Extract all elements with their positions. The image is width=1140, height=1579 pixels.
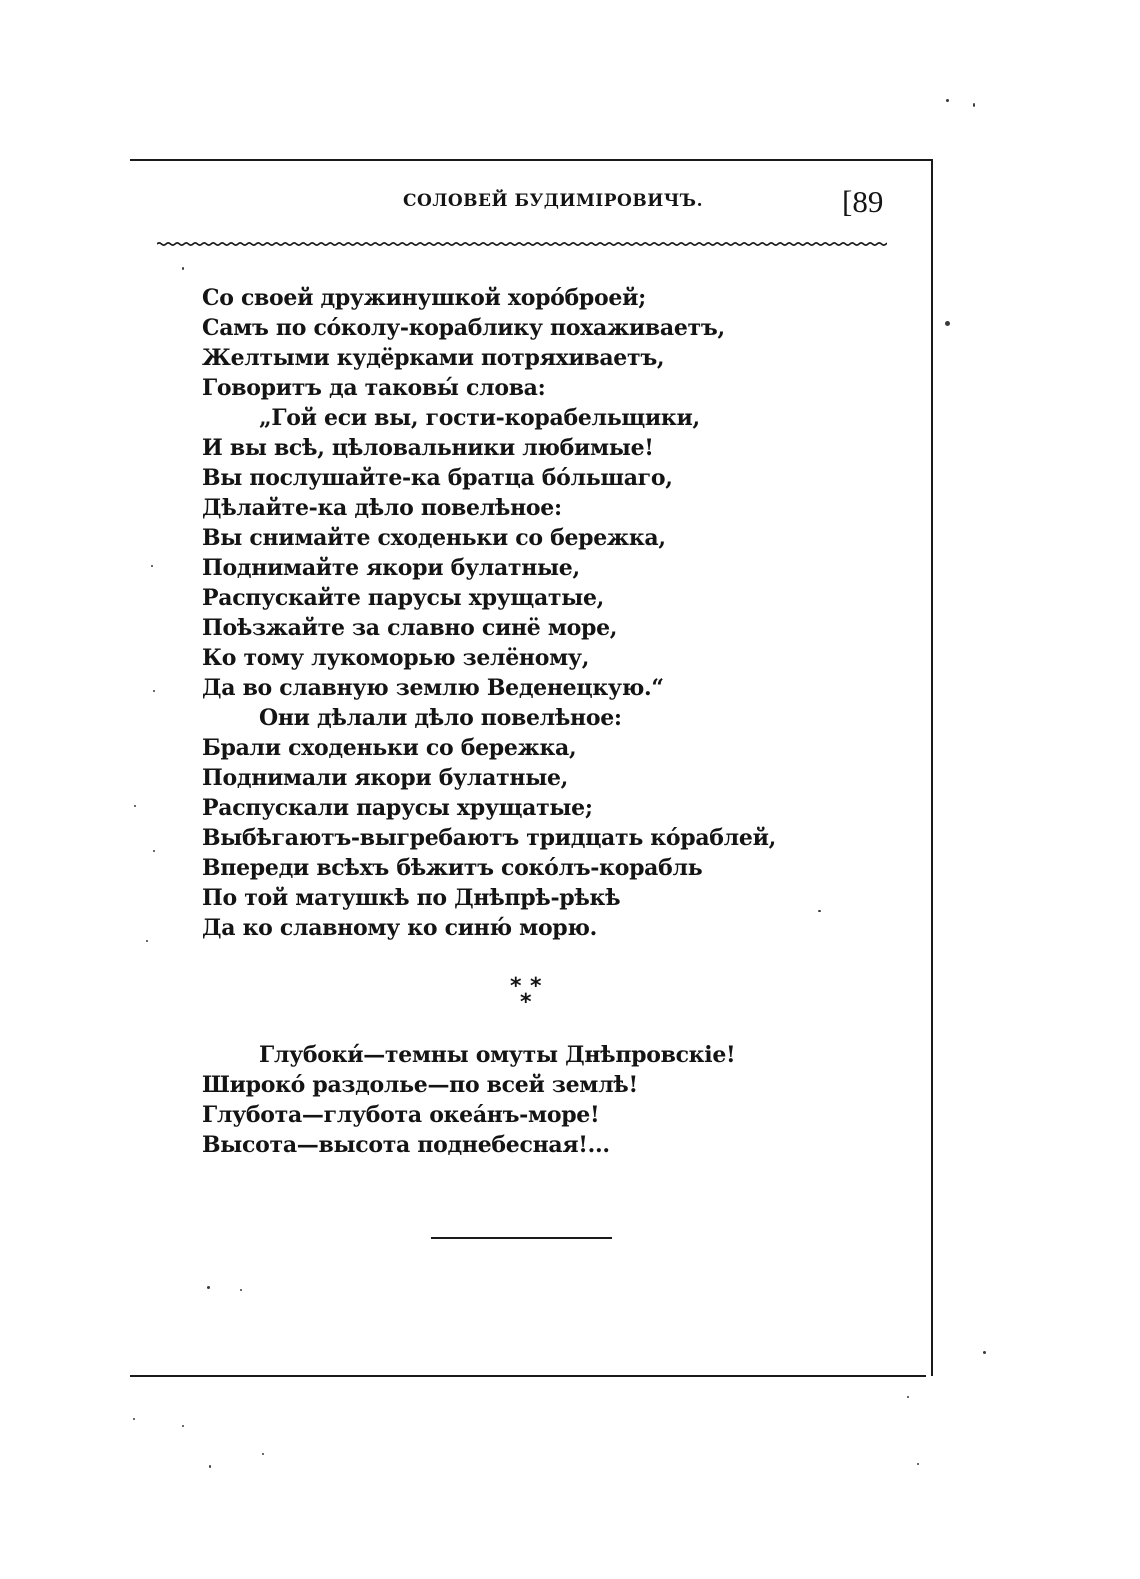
verse-line: Говоритъ да таковы́ слова: <box>202 375 546 401</box>
page-frame-bottom-rule <box>130 1375 926 1377</box>
page-frame-top-rule <box>130 159 933 161</box>
asterism-star: * <box>520 990 532 1015</box>
verse-line: Вы послушайте-ка братца бóльшаго, <box>202 465 673 491</box>
verse-line: Самъ по сóколу-кораблику похаживаетъ, <box>202 315 725 341</box>
scan-speck <box>946 99 949 102</box>
wavy-header-rule <box>157 238 887 250</box>
verse-line: Поѣзжайте за славно синё море, <box>202 615 618 641</box>
verse-line: Глубота—глубота океáнъ-море! <box>202 1102 600 1128</box>
scan-speck <box>146 940 148 942</box>
scan-speck <box>207 1286 210 1289</box>
scan-speck <box>945 321 950 326</box>
end-rule <box>431 1237 612 1239</box>
running-title: СОЛОВЕЙ БУДИМІРОВИЧЪ. <box>403 191 703 211</box>
verse-line: Со своей дружинушкой хорóброей; <box>202 285 646 311</box>
verse-line: Выбѣгаютъ-выгребаютъ тридцать кóраблей, <box>202 825 776 851</box>
verse-line: Брали сходеньки со бережка, <box>202 735 577 761</box>
scan-speck <box>134 805 136 807</box>
page-frame-right-rule <box>931 159 933 1376</box>
verse-line: Дѣлайте-ка дѣло повелѣное: <box>202 495 562 521</box>
verse-line: Высота—высота поднебесная!... <box>202 1132 610 1158</box>
scan-speck <box>240 1289 242 1291</box>
asterism-star: * <box>530 974 542 999</box>
verse-line: Желтыми кудёрками потряхиваетъ, <box>202 345 665 371</box>
scan-speck <box>983 1351 986 1354</box>
scan-speck <box>133 1418 135 1420</box>
scan-speck <box>907 1396 909 1398</box>
scan-speck <box>182 1425 184 1427</box>
verse-line: По той матушкѣ по Днѣпрѣ-рѣкѣ <box>202 885 621 911</box>
verse-line: Распускали парусы хрущатые; <box>202 795 593 821</box>
stanza-2 <box>202 1040 735 1160</box>
verse-line: „Гой еси вы, гости-корабельщики, <box>259 405 700 431</box>
scan-speck <box>153 690 155 692</box>
verse-line: Они дѣлали дѣло повелѣное: <box>259 705 622 731</box>
scan-speck <box>151 565 153 567</box>
verse-line: Поднимали якори булатные, <box>202 765 569 791</box>
verse-line: Распускайте парусы хрущатые, <box>202 585 605 611</box>
page-number: [89 <box>842 184 884 219</box>
stanza-1 <box>202 283 776 943</box>
section-asterism <box>510 972 552 1015</box>
verse-line: Да ко славному ко синю́ морю. <box>202 915 598 941</box>
scan-speck <box>182 267 184 270</box>
scan-speck <box>153 850 155 852</box>
verse-line: Широкó раздолье—по всей землѣ! <box>202 1072 638 1098</box>
verse-line: Ко тому лукоморью зелёному, <box>202 645 590 671</box>
scan-speck <box>209 1465 211 1468</box>
verse-line: Вы снимайте сходеньки со бережка, <box>202 525 666 551</box>
verse-line: Впереди всѣхъ бѣжитъ сокóлъ-корабль <box>202 855 703 881</box>
asterism-star: * <box>510 974 522 999</box>
scan-speck <box>973 103 975 107</box>
scan-speck <box>262 1453 264 1455</box>
verse-line: Поднимайте якори булатные, <box>202 555 580 581</box>
verse-line: Да во славную землю Веденецкую.“ <box>202 675 664 701</box>
scan-speck <box>818 910 821 912</box>
scan-speck <box>917 1463 919 1465</box>
verse-line: И вы всѣ, цѣловальники любимые! <box>202 435 654 461</box>
verse-line: Глубоки́—темны омуты Днѣпровскіе! <box>259 1042 736 1068</box>
